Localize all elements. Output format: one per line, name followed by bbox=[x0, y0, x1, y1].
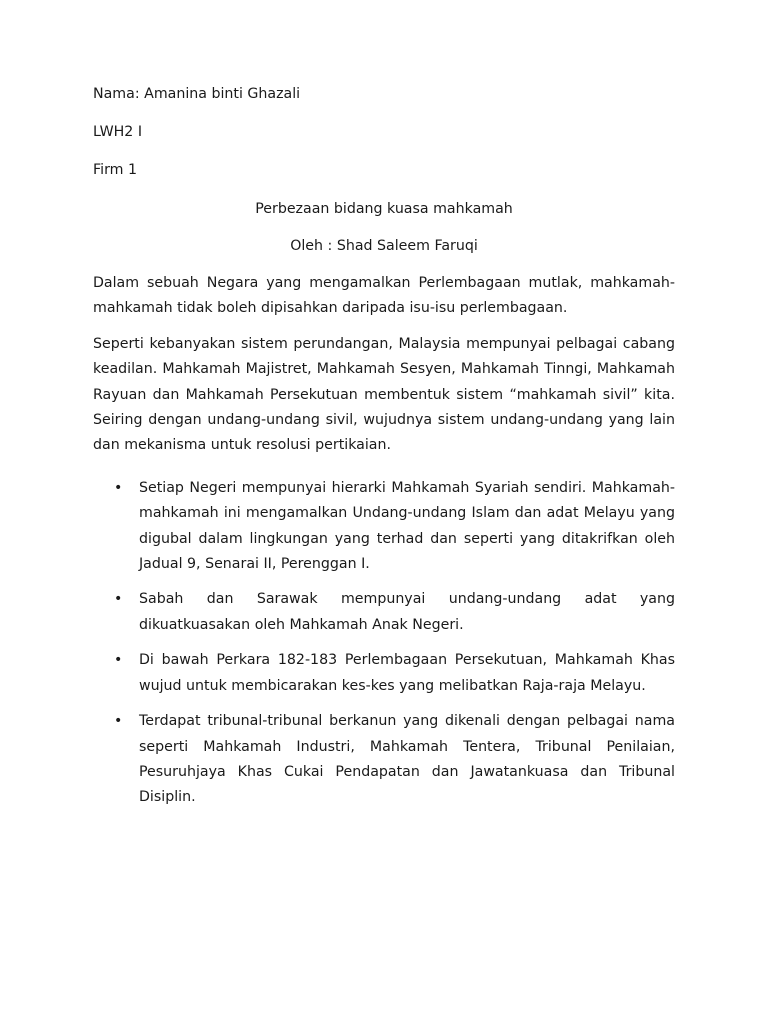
bullet-icon: • bbox=[114, 479, 123, 496]
document-body bbox=[93, 84, 675, 821]
list-item bbox=[93, 476, 675, 578]
list-item-text: Setiap Negeri mempunyai hierarki Mahkamah Syariah sendiri. Mahkamah-mahkamah ini mengamalkan Undang-undang Islam dan adat Melayu yang digubal dalam lingkungan yang terhad dan seperti yang ditakrifkan oleh Jadual 9, Senarai II, Perenggan I. bbox=[139, 479, 675, 573]
list-item-text: Terdapat tribunal-tribunal berkanun yang dikenali dengan pelbagai nama seperti Mahkamah Industri, Mahkamah Tentera, Tribunal Penilaian, Pesuruhjaya Khas Cukai Pendapatan dan Jawatankuasa dan Tribunal Disiplin. bbox=[139, 713, 675, 806]
article-byline: Oleh : Shad Saleem Faruqi bbox=[290, 238, 478, 254]
paragraph: Seperti kebanyakan sistem perundangan, Malaysia mempunyai pelbagai cabang keadilan. Mahkamah Majistret, Mahkamah Sesyen, Mahkamah Tinngi, Mahkamah Rayuan dan Mahkamah Persekutuan membentuk sistem “mahkamah sivil” kita. Seiring dengan undang-undang sivil, wujudnya sistem undang-undang yang lain dan mekanisma untuk resolusi pertikaian. bbox=[93, 335, 675, 454]
bullet-icon: • bbox=[114, 713, 123, 730]
bullet-icon: • bbox=[114, 591, 123, 608]
student-name: Nama: Amanina binti Ghazali bbox=[93, 86, 301, 102]
class-code: LWH2 I bbox=[93, 124, 143, 140]
bullet-icon: • bbox=[114, 652, 123, 669]
list-item-text: Sabah dan Sarawak mempunyai undang-undang adat yang dikuatkuasakan oleh Mahkamah Anak Negeri. bbox=[139, 591, 675, 633]
article-title: Perbezaan bidang kuasa mahkamah bbox=[255, 201, 513, 217]
paragraph: Dalam sebuah Negara yang mengamalkan Perlembagaan mutlak, mahkamah-mahkamah tidak boleh dipisahkan daripada isu-isu perlembagaan. bbox=[93, 275, 675, 317]
firm-number: Firm 1 bbox=[93, 162, 138, 178]
bullet-list bbox=[93, 476, 675, 811]
list-item bbox=[93, 587, 675, 638]
list-item bbox=[93, 648, 675, 699]
list-item bbox=[93, 709, 675, 811]
list-item-text: Di bawah Perkara 182-183 Perlembagaan Persekutuan, Mahkamah Khas wujud untuk membicarakan kes-kes yang melibatkan Raja-raja Melayu. bbox=[139, 652, 675, 694]
